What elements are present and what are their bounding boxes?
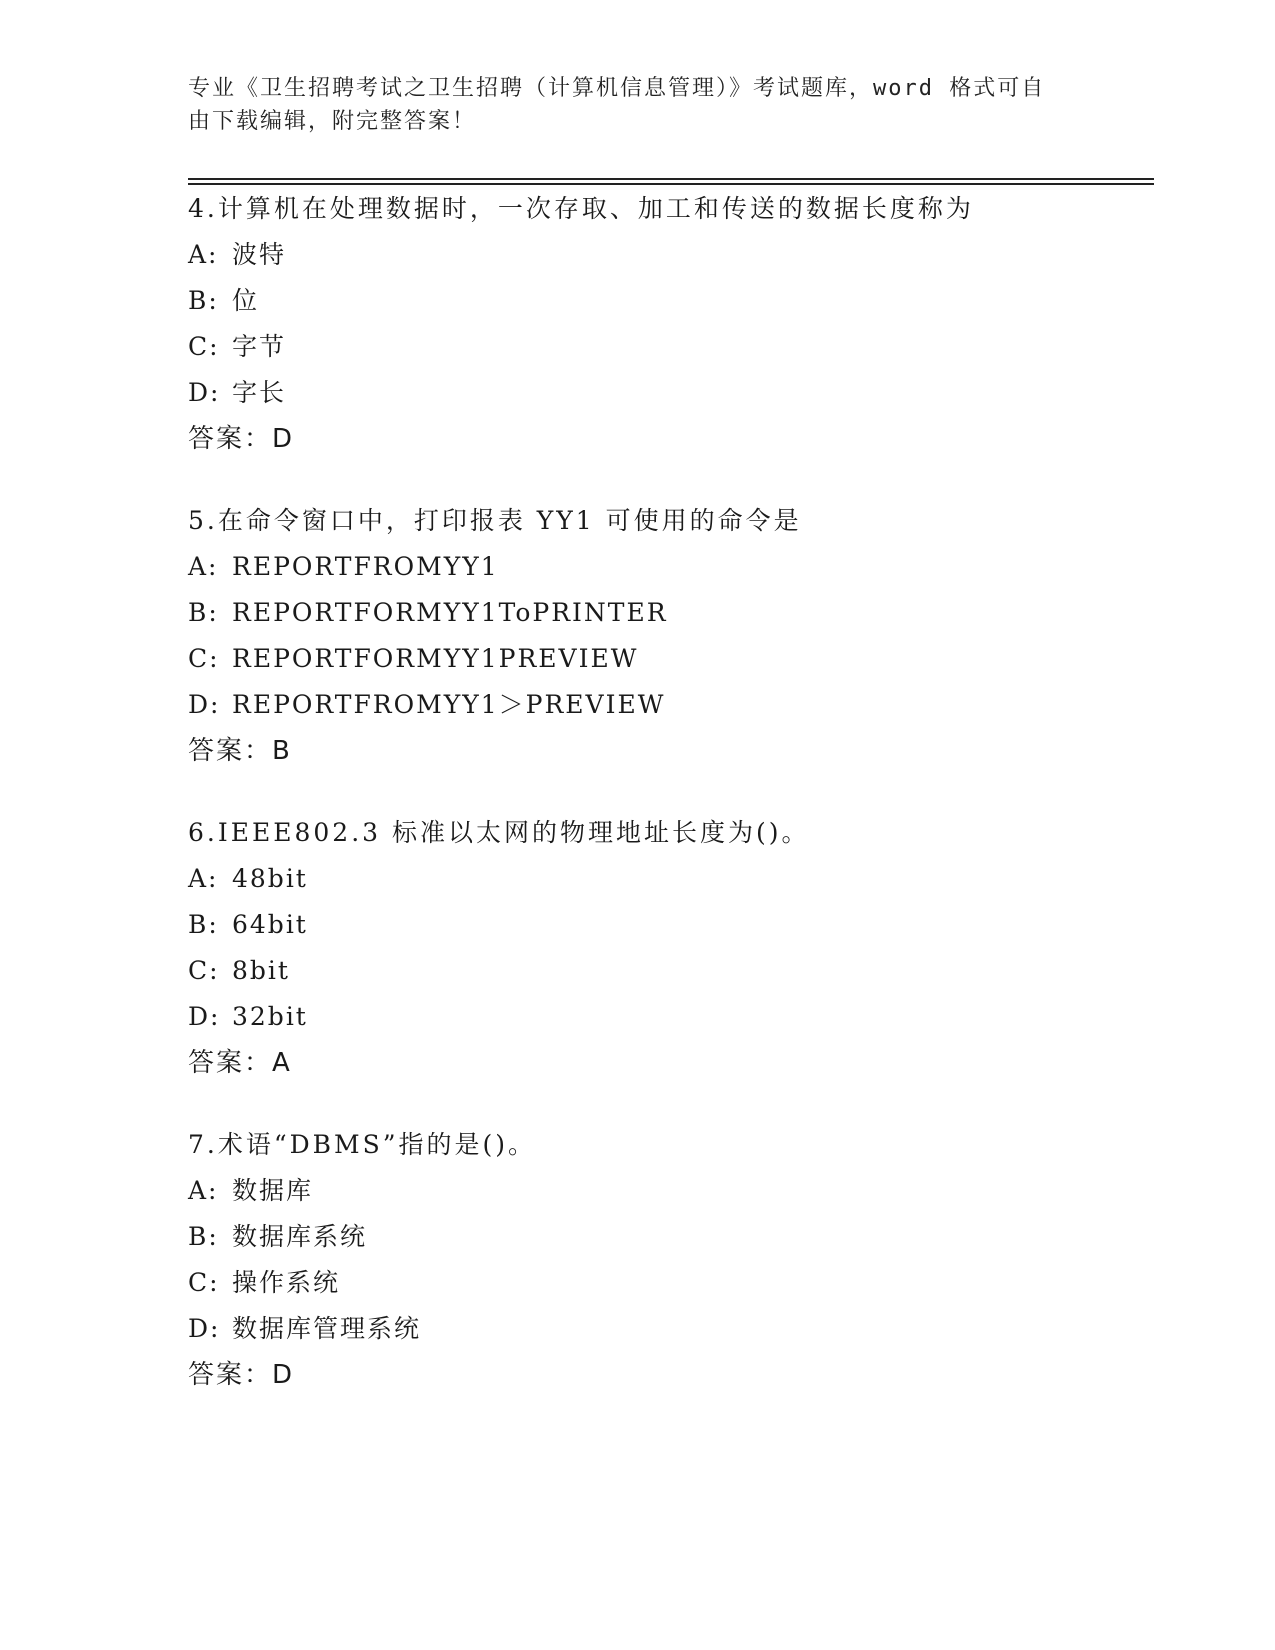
header-divider-bottom (188, 183, 1154, 185)
option-d (188, 370, 1154, 416)
question-7 (188, 1122, 1154, 1398)
question-stem: 4.计算机在处理数据时，一次存取、加工和传送的数据长度称为 (188, 194, 974, 223)
option-letter: C: (188, 1268, 220, 1297)
question-5 (188, 498, 1154, 774)
option-text: REPORTFROMYY1 (232, 552, 499, 581)
option-letter: A: (188, 864, 219, 893)
option-c (188, 636, 1154, 682)
document-header (188, 72, 1088, 138)
option-a (188, 544, 1154, 590)
option-a (188, 232, 1154, 278)
option-d (188, 1306, 1154, 1352)
option-letter: B: (188, 910, 219, 939)
option-letter: B: (188, 1222, 219, 1251)
option-c (188, 948, 1154, 994)
option-letter: A: (188, 240, 219, 269)
header-line-2: 由下载编辑，附完整答案！ (188, 109, 477, 134)
question-6 (188, 810, 1154, 1086)
option-text: 波特 (232, 240, 287, 269)
option-letter: D: (188, 690, 221, 719)
option-text: REPORTFORMYY1PREVIEW (232, 644, 639, 673)
option-letter: C: (188, 956, 220, 985)
option-a (188, 856, 1154, 902)
question-stem: 5.在命令窗口中，打印报表 YY1 可使用的命令是 (188, 506, 802, 535)
option-text: 位 (232, 286, 260, 315)
question-stem: 6.IEEE802.3 标准以太网的物理地址长度为()。 (188, 818, 810, 847)
option-letter: B: (188, 598, 219, 627)
option-letter: C: (188, 332, 220, 361)
option-text: 字长 (232, 378, 287, 407)
option-c (188, 324, 1154, 370)
option-b (188, 902, 1154, 948)
option-text: 64bit (232, 910, 308, 939)
option-text: 数据库系统 (232, 1222, 368, 1251)
option-letter: B: (188, 286, 219, 315)
answer-line: 答案：B (188, 736, 292, 766)
option-d (188, 682, 1154, 728)
option-b (188, 1214, 1154, 1260)
option-text: 48bit (232, 864, 308, 893)
header-line-1: 专业《卫生招聘考试之卫生招聘（计算机信息管理）》考试题库，word 格式可自 (188, 76, 1046, 101)
option-text: 数据库 (232, 1176, 314, 1205)
option-a (188, 1168, 1154, 1214)
option-letter: A: (188, 1176, 219, 1205)
question-stem: 7.术语“DBMS”指的是()。 (188, 1130, 537, 1159)
option-b (188, 278, 1154, 324)
option-letter: D: (188, 1314, 221, 1343)
option-text: REPORTFORMYY1ToPRINTER (232, 598, 668, 627)
option-letter: C: (188, 644, 220, 673)
option-text: 操作系统 (232, 1268, 341, 1297)
question-4 (188, 186, 1154, 462)
option-letter: D: (188, 378, 221, 407)
option-letter: D: (188, 1002, 221, 1031)
option-c (188, 1260, 1154, 1306)
header-divider-top (188, 178, 1154, 180)
option-d (188, 994, 1154, 1040)
answer-line: 答案：A (188, 1048, 292, 1078)
option-b (188, 590, 1154, 636)
option-text: 8bit (232, 956, 290, 985)
option-text: 数据库管理系统 (232, 1314, 422, 1343)
option-text: REPORTFROMYY1＞PREVIEW (232, 690, 666, 719)
answer-line: 答案：D (188, 424, 295, 454)
answer-line: 答案：D (188, 1360, 295, 1390)
option-text: 32bit (232, 1002, 308, 1031)
option-text: 字节 (232, 332, 287, 361)
option-letter: A: (188, 552, 219, 581)
